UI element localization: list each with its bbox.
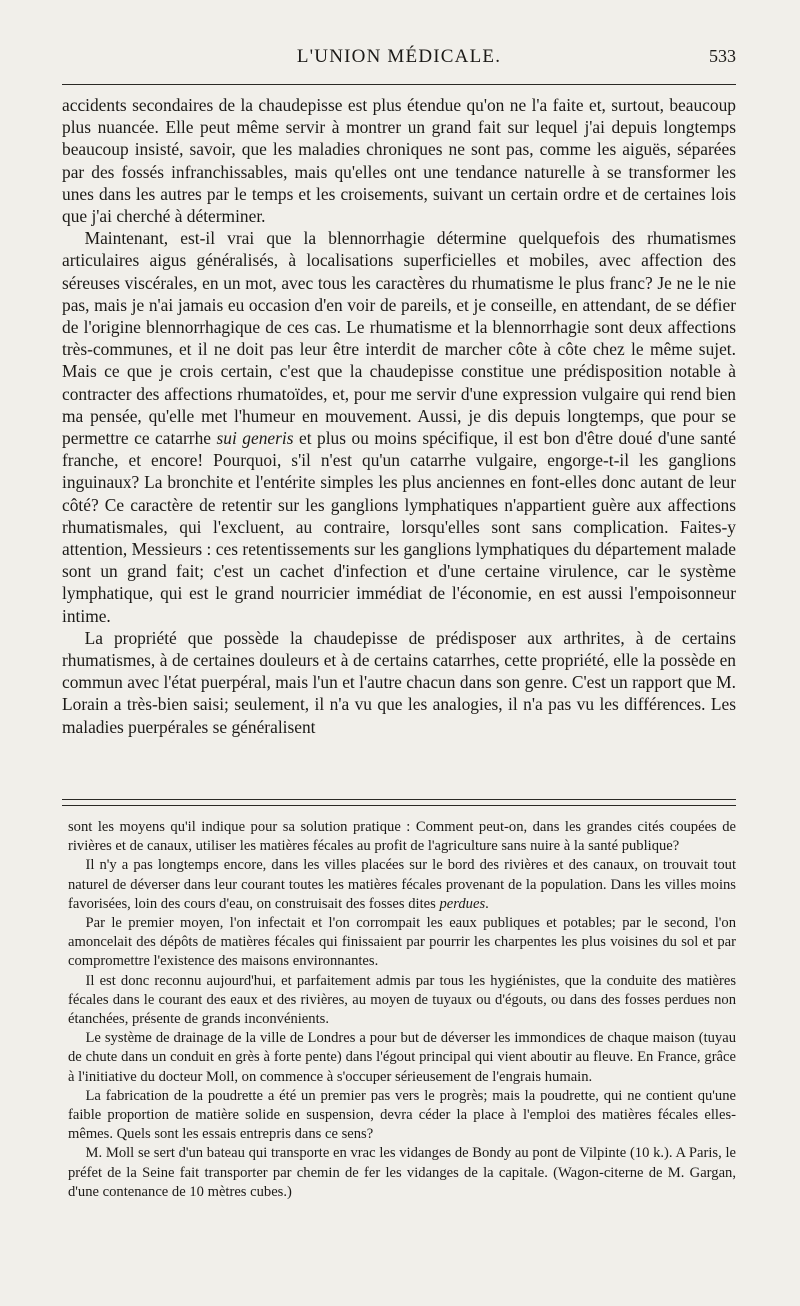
note-paragraph-1: sont les moyens qu'il indique pour sa solution pratique : Comment peut-on, dans les grandes cités coupées de rivières et de canaux, utiliser les matières fécales au profit de l'agriculture sans nuire à la santé publique? (68, 819, 736, 855)
note-paragraph-2-end: . (485, 895, 489, 912)
note-paragraph-3: Par le premier moyen, l'on infectait et l'on corrompait les eaux publiques et potables; par le second, l'on amoncelait des dépôts de matières fécales qui finissaient par pourrir les charpentes les plus voisines du sol et par compromettre l'existence des maisons environnantes. (68, 915, 736, 970)
feuilleton-separator (62, 799, 736, 806)
italic-phrase: sui generis (216, 428, 294, 449)
main-paragraph-2-text: Maintenant, est-il vrai que la blennorrhagie détermine quelquefois des rhumatismes articulaires aigus généralisés, à localisations superficielles et mobiles, avec affection des séreuses viscérales, en un mot, avec tous les caractères du rhumatisme le plus franc? Je ne le nie pas, mais je n'ai jamais eu occasion d'en voir de pareils, et je conseille, en attendant, de se défier de l'origine blennorrhagique de ces cas. Le rhumatisme et la blennorrhagie sont deux affections très-communes, et il ne doit pas leur être interdit de marcher côte à côte chez le même sujet. Mais ce que je crois certain, c'est que la chaudepisse constitue une prédisposition notable à contracter des affections rhumatoïdes, et, pour me servir d'une expression vulgaire qui rend bien ma pensée, qu'elle met l'humeur en mouvement. Aussi, je dis depuis longtemps, que pour se permettre ce catarrhe (62, 228, 736, 449)
header-rule (62, 84, 736, 85)
main-text (62, 94, 736, 738)
main-paragraph-3: La propriété que possède la chaudepisse de prédisposer aux arthrites, à de certains rhumatismes, à de certaines douleurs et à de certains catarrhes, cette propriété, elle la possède en commun avec l'état puerpéral, mais l'un et l'autre chacun dans son genre. C'est un rapport que M. Lorain a très-bien saisi; seulement, il n'a vu que les analogies, il n'a pas vu les différences. Les maladies puerpérales se généralisent (62, 627, 736, 737)
note-paragraph-2-text: Il n'y a pas longtemps encore, dans les villes placées sur le bord des rivières et des canaux, on trouvait tout naturel de déverser dans leur courant toutes les matières fécales provenant de la population. Dans les villes moins favorisées, loin des cours d'eau, on construisait des fosses dites (68, 857, 736, 912)
running-title: L'UNION MÉDICALE. (296, 46, 502, 67)
note-paragraph-6: La fabrication de la poudrette a été un premier pas vers le progrès; mais la poudrette, qui ne contient qu'une faible proportion de matière solide en suspension, devra céder la place à l'emploi des matières fécales elles-mêmes. Quels sont les essais entrepris dans ce sens? (68, 1087, 736, 1143)
page-header (62, 44, 736, 76)
feuilleton-text (68, 818, 736, 1202)
note-paragraph-7: M. Moll se sert d'un bateau qui transporte en vrac les vidanges de Bondy au pont de Vilpinte (10 k.). A Paris, le préfet de la Seine fait transporter par chemin de fer les vidanges de la capitale. (Wagon-citerne de M. Gargan, d'une contenance de 10 mètres cubes.) (68, 1145, 736, 1200)
note-paragraph-4: Il est donc reconnu aujourd'hui, et parfaitement admis par tous les hygiénistes, que la conduite des matières fécales dans le courant des eaux et des rivières, au moyen de tuyaux ou d'égouts, ou dans des fosses perdues non étanchées, présente de grands inconvénients. (68, 972, 736, 1028)
page-number: 533 (709, 46, 736, 66)
note-paragraph-5: Le système de drainage de la ville de Londres a pour but de déverser les immondices de chaque maison (tuyau de chute dans un conduit en grès à forte pente) dans l'égout principal qui vient aboutir au fleuve. En France, grâce à l'initiative du docteur Moll, on commence à s'occuper sérieusement de l'engrais humain. (68, 1030, 736, 1085)
main-paragraph-1: accidents secondaires de la chaudepisse est plus étendue qu'on ne l'a faite et, surtout, beaucoup plus nuancée. Elle peut même servir à montrer un grand fait sur lequel j'ai depuis longtemps beaucoup insisté, savoir, que les maladies chroniques ne sont pas, comme les aiguës, séparées par des fossés infranchissables, mais qu'elles ont une tendance naturelle à se transformer les unes dans les autres par le temps et les croisements, suivant un certain ordre et de certaines lois que j'ai cherché à déterminer. (62, 95, 736, 227)
italic-word: perdues (439, 895, 486, 912)
main-paragraph-2-continuation: et plus ou moins spécifique, il est bon d'être doué d'une santé franche, et encore! Pourquoi, s'il n'est qu'un catarrhe vulgaire, engorge-t-il les ganglions inguinaux? La bronchite et l'entérite simples les plus anciennes en font-elles donc autant de leur côté? Ce caractère de retentir sur les ganglions lymphatiques n'appartient guère aux affections rhumatismales, qui l'excluent, au contraire, lorsqu'elles sont sans complication. Faites-y attention, Messieurs : ces retentissements sur les ganglions lymphatiques du département malade sont un grand fait; c'est un cachet d'infection et d'une certaine virulence, car le système lymphatique, qui est le grand nourricier immédiat de l'économie, en est aussi l'empoisonneur intime. (62, 428, 736, 626)
note-paragraph-2 (68, 856, 736, 914)
main-paragraph-2 (62, 227, 736, 627)
